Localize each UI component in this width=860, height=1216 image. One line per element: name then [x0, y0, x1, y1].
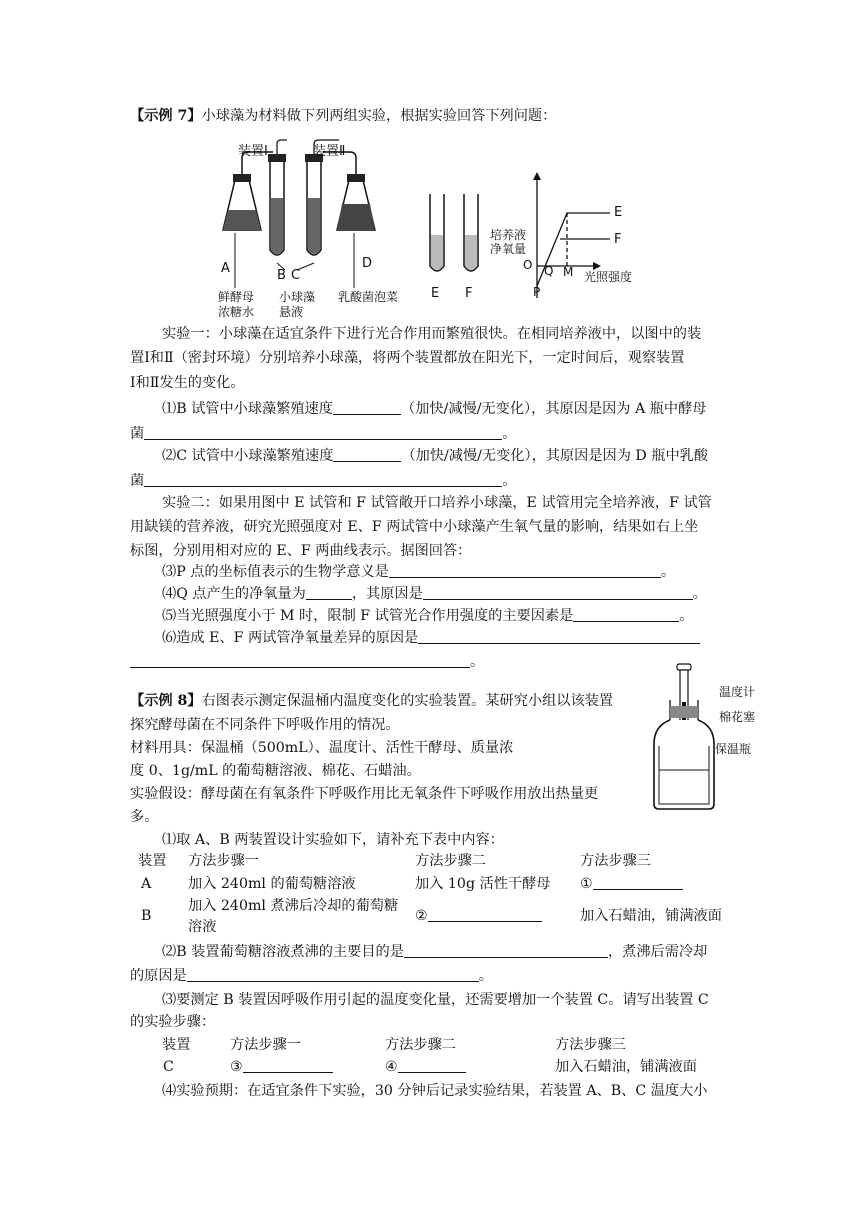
caption-a-2: 浓糖水 — [218, 305, 255, 319]
table2-header-step2: 方法步骤二 — [385, 1037, 456, 1053]
answer-blank-2[interactable] — [333, 447, 401, 462]
graph-m: M — [563, 265, 574, 279]
label-cotton-plug: 棉花塞 — [719, 710, 756, 724]
table1-row-b-step3: 加入石蜡油，铺满液面 — [580, 908, 722, 924]
ex7-apparatus-figure — [215, 138, 635, 320]
caption-a-1: 鲜酵母 — [218, 290, 255, 304]
table2-row-c-device: C — [163, 1059, 174, 1075]
label-b: B — [277, 268, 286, 283]
answer-blank-circle-1[interactable] — [593, 875, 683, 890]
question-2-cont: 菌 。 — [130, 473, 517, 489]
curve-e-label: E — [614, 205, 623, 220]
tube-e — [430, 194, 444, 271]
ex8-question-1: ⑴取 A、B 两装置设计实验如下，请补充下表中内容： — [162, 832, 504, 848]
table1-header-step1: 方法步骤一 — [188, 853, 259, 869]
ex8-line-4: 度 0、1g/mL 的葡萄糖溶液、棉花、石蜡油。 — [130, 763, 421, 779]
flask-a — [223, 152, 273, 230]
curve-f-label: F — [614, 232, 622, 247]
question-3: ⑶P 点的坐标值表示的生物学意义是 。 — [162, 564, 676, 580]
label-a: A — [221, 261, 230, 276]
table2-row-c-step2: ④ — [385, 1058, 466, 1076]
table1-row-a-step1: 加入 240ml 的葡萄糖溶液 — [188, 876, 356, 892]
label-device-2: 装置Ⅱ — [313, 144, 346, 159]
exp2-line-3: 标图，分别用相对应的 E、F 两曲线表示。据图回答： — [130, 543, 472, 559]
ex8-line-3: 材料用具：保温桶（500mL）、温度计、活性干酵母、质量浓 — [130, 740, 514, 756]
ex8-line-1: 【示例 8】右图表示测定保温桶内温度变化的实验装置。某研究小组以该装置 — [130, 693, 614, 709]
graph-ylabel-1: 培养液 — [490, 228, 527, 242]
graph-q: Q — [544, 264, 554, 278]
ex8-question-3: ⑶要测定 B 装置因呼吸作用引起的温度变化量，还需要增加一个装置 C。请写出装置 C — [162, 992, 709, 1008]
label-d: D — [362, 256, 373, 271]
answer-blank-6[interactable] — [418, 629, 700, 644]
answer-blank-1b[interactable] — [144, 425, 502, 440]
table1-row-a-device: A — [141, 876, 152, 892]
label-thermometer: 温度计 — [719, 685, 756, 699]
table1-row-b-device: B — [141, 908, 152, 924]
graph-ylabel-2: 净氧量 — [490, 242, 527, 256]
table1-row-b-step1-line1: 加入 240ml 煮沸后冷却的葡萄糖 — [188, 898, 399, 914]
answer-blank-8-2a[interactable] — [404, 943, 608, 958]
answer-blank-circle-2[interactable] — [428, 907, 542, 922]
answer-blank-4b[interactable] — [423, 585, 693, 600]
question-5: ⑸当光照强度小于 M 时，限制 F 试管光合作用强度的主要因素是 。 — [162, 608, 694, 624]
ex8-question-2: ⑵B 装置葡萄糖溶液煮沸的主要目的是 ，煮沸后需冷却 — [162, 944, 708, 960]
graph-p: P — [533, 285, 541, 299]
answer-blank-8-2b[interactable] — [187, 967, 479, 982]
answer-blank-2b[interactable] — [144, 472, 502, 487]
caption-b-2: 悬液 — [279, 305, 304, 319]
thermos-figure — [648, 662, 718, 812]
question-4: ⑷Q 点产生的净氧量为 ，其原因是 。 — [162, 586, 707, 602]
label-tube-f: F — [465, 286, 473, 301]
label-device-1: 装置Ⅰ — [238, 144, 268, 159]
exp1-line-3: Ⅰ和Ⅱ发生的变化。 — [130, 375, 245, 391]
question-2: ⑵C 试管中小球藻繁殖速度 （加快/减慢/无变化），其原因是因为 D 瓶中乳酸 — [162, 448, 709, 464]
ex8-line-2: 探究酵母菌在不同条件下呼吸作用的情况。 — [130, 717, 400, 733]
question-6: ⑹造成 E、F 两试管净氧量差异的原因是 — [162, 629, 700, 647]
answer-blank-1[interactable] — [333, 400, 401, 415]
ex7-tag: 【示例 7】 — [130, 108, 202, 124]
exp2-line-2: 用缺镁的营养液，研究光照强度对 E、F 两试管中小球藻产生氧气量的影响，结果如右上坐 — [130, 519, 699, 535]
exp1-line-1: 实验一：小球藻在适宜条件下进行光合作用而繁殖很快。在相同培养液中，以图中的装 — [162, 326, 702, 342]
ex8-question-3-cont: 的实验步骤： — [130, 1014, 216, 1030]
table1-header-step3: 方法步骤三 — [580, 853, 651, 869]
exp1-line-2: 置Ⅰ和Ⅱ（密封环境）分别培养小球藻，将两个装置都放在阳光下，一定时间后，观察装置 — [130, 350, 685, 366]
table1-row-a-step2: 加入 10g 活性干酵母 — [415, 876, 551, 892]
question-1: ⑴B 试管中小球藻繁殖速度 （加快/减慢/无变化），其原因是因为 A 瓶中酵母 — [162, 401, 707, 417]
table2-header-step3: 方法步骤三 — [555, 1037, 626, 1053]
answer-blank-5[interactable] — [573, 607, 679, 622]
ex8-question-2-cont: 的原因是 。 — [130, 968, 493, 984]
table1-row-b-step1-line2: 溶液 — [188, 919, 217, 935]
answer-blank-circle-4[interactable] — [398, 1058, 466, 1073]
table2-header-step1: 方法步骤一 — [230, 1037, 301, 1053]
graph-xlabel: 光照强度 — [584, 270, 633, 284]
answer-blank-circle-3[interactable] — [243, 1058, 333, 1073]
ex7-title — [130, 107, 556, 125]
table1-header-step2: 方法步骤二 — [415, 853, 486, 869]
table2-row-c-step1: ③ — [230, 1058, 333, 1076]
caption-b-1: 小球藻 — [279, 290, 316, 304]
ex8-tag: 【示例 8】 — [130, 693, 202, 709]
tube-f — [464, 194, 478, 271]
answer-blank-6b[interactable] — [130, 653, 470, 668]
table2-row-c-step3: 加入石蜡油，铺满液面 — [555, 1059, 697, 1075]
tube-b — [268, 140, 287, 255]
question-6-cont: 。 — [130, 653, 484, 671]
question-1-cont: 菌 。 — [130, 426, 517, 442]
answer-blank-4a[interactable] — [306, 585, 352, 600]
table1-row-a-step3: ① — [580, 875, 683, 893]
ex8-question-4: ⑷实验预期：在适宜条件下实验，30 分钟后记录实验结果，若装置 A、B、C 温度大小 — [162, 1083, 708, 1099]
label-c: C — [291, 268, 301, 283]
table1-header-device: 装置 — [138, 853, 167, 869]
ex7-intro: 小球藻为材料做下列两组实验，根据实验回答下列问题： — [201, 108, 557, 124]
answer-blank-3[interactable] — [389, 563, 661, 578]
ex8-line-5: 实验假设：酵母菌在有氧条件下呼吸作用比无氧条件下呼吸作用放出热量更 — [130, 786, 599, 802]
flask-d — [323, 152, 375, 230]
exp2-line-1: 实验二：如果用图中 E 试管和 F 试管敞开口培养小球藻，E 试管用完全培养液，F 试管 — [162, 495, 712, 511]
table2-header-device: 装置 — [162, 1037, 191, 1053]
table1-row-b-step2: ② — [415, 907, 542, 925]
graph-origin: O — [523, 258, 533, 272]
caption-d: 乳酸菌泡菜 — [338, 290, 399, 304]
label-tube-e: E — [431, 286, 440, 301]
label-thermos: 保温瓶 — [715, 742, 752, 756]
ex8-line-6: 多。 — [130, 809, 159, 825]
